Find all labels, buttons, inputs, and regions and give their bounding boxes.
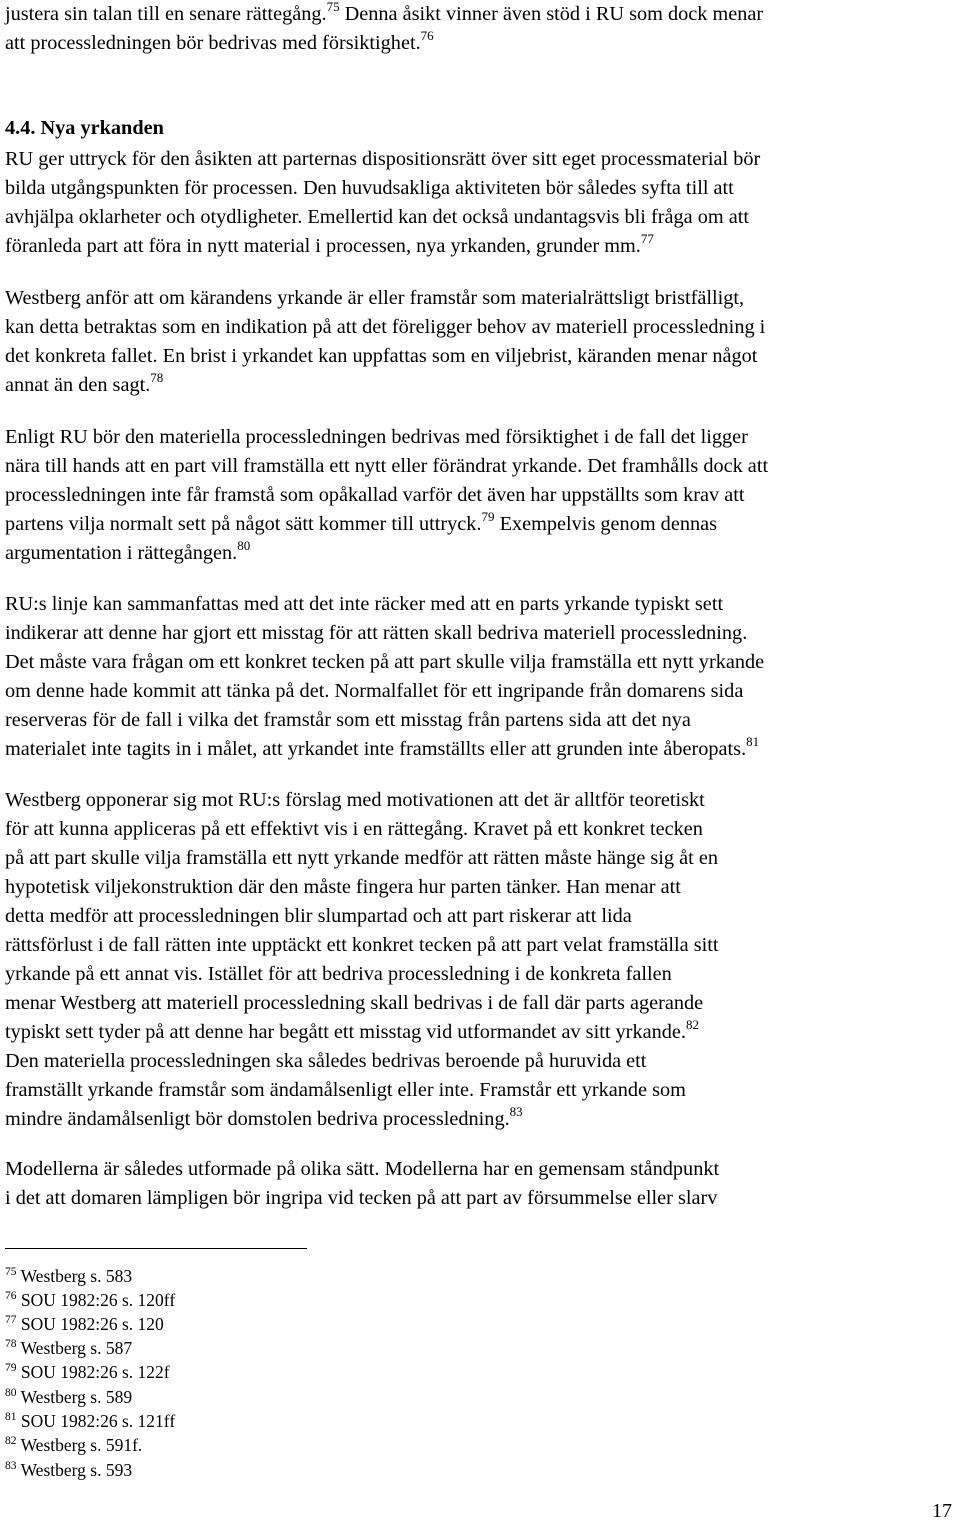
- footnote-ref[interactable]: 75: [326, 0, 340, 14]
- line-text: menar Westberg att materiell processledning skall bedrivas i de fall där parts agerande: [5, 992, 704, 1014]
- body-line: [5, 232, 654, 261]
- line-text: annat än den sagt.: [5, 374, 151, 396]
- body-line: [5, 1018, 699, 1047]
- footnote-text: Westberg s. 593: [20, 1460, 133, 1480]
- footnote-text: Westberg s. 591f.: [20, 1435, 143, 1455]
- body-line: [5, 342, 757, 371]
- line-text: indikerar att denne har gjort ett misstag för att rätten skall bedriva materiell processledning.: [5, 622, 748, 644]
- body-line: [5, 1076, 686, 1105]
- line-text: Westberg anför att om kärandens yrkande är eller framstår som materialrättsligt bristfälligt,: [5, 287, 745, 309]
- line-text: avhjälpa oklarheter och otydligheter. Emellertid kan det också undantagsvis bli fråga om att: [5, 206, 749, 228]
- body-line: [5, 931, 719, 960]
- footnote-text: SOU 1982:26 s. 120ff: [20, 1290, 176, 1310]
- footnote-text: Westberg s. 583: [20, 1266, 133, 1286]
- body-line: [5, 174, 734, 203]
- body-line: [5, 648, 764, 677]
- body-line: [5, 902, 632, 931]
- body-line: [5, 619, 747, 648]
- footnote: [5, 1385, 132, 1409]
- footnote-text: SOU 1982:26 s. 120: [20, 1314, 164, 1334]
- footnote-ref[interactable]: 77: [640, 231, 654, 246]
- line-text: att processledningen bör bedrivas med försiktighet.: [5, 32, 421, 54]
- body-line: [5, 786, 705, 815]
- body-line: [5, 481, 744, 510]
- line-text: Den materiella processledningen ska således bedrivas beroende på huruvida ett: [5, 1050, 647, 1072]
- footnote: [5, 1312, 164, 1336]
- footnote-text: SOU 1982:26 s. 121ff: [20, 1411, 176, 1431]
- line-text: Modellerna är således utformade på olika sätt. Modellerna har en gemensam ståndpunkt: [5, 1158, 720, 1180]
- body-line: [5, 706, 691, 735]
- line-text: RU:s linje kan sammanfattas med att det inte räcker med att en parts yrkande typiskt sett: [5, 593, 724, 615]
- footnote-number: 82: [5, 1435, 17, 1447]
- body-line: [5, 677, 743, 706]
- body-line: [5, 960, 672, 989]
- body-line: [5, 452, 768, 481]
- line-text: detta medför att processledningen blir slumpartad och att part riskerar att lida: [5, 905, 632, 927]
- body-line: [5, 510, 717, 539]
- line-text: Enligt RU bör den materiella processledningen bedrivas med försiktighet i de fall det ligger: [5, 426, 748, 448]
- footnote: [5, 1433, 142, 1457]
- footnote-text: Westberg s. 589: [20, 1387, 133, 1407]
- line-text: föranleda part att föra in nytt material i processen, nya yrkanden, grunder mm.: [5, 235, 641, 257]
- footnote-text: Westberg s. 587: [20, 1338, 133, 1358]
- body-line: [5, 815, 703, 844]
- body-line: [5, 313, 765, 342]
- line-text: Det måste vara frågan om ett konkret tecken på att part skulle vilja framställa ett nytt yrkande: [5, 651, 765, 673]
- footnote: [5, 1264, 132, 1288]
- line-text: argumentation i rättegången.: [5, 542, 238, 564]
- body-line: [5, 145, 760, 174]
- footnote-text: SOU 1982:26 s. 122f: [20, 1362, 170, 1382]
- line-text: partens vilja normalt sett på något sätt kommer till uttryck.: [5, 513, 482, 535]
- body-line: [5, 0, 763, 29]
- body-line: [5, 423, 748, 452]
- line-text: i det att domaren lämpligen bör ingripa vid tecken på att part av försummelse eller slarv: [5, 1187, 718, 1209]
- body-line: [5, 371, 163, 400]
- footnote-ref[interactable]: 83: [509, 1104, 523, 1119]
- footnote-ref[interactable]: 78: [150, 370, 164, 385]
- line-text: RU ger uttryck för den åsikten att parternas dispositionsrätt över sitt eget processmaterial bör: [5, 148, 761, 170]
- footnote-ref[interactable]: 81: [746, 734, 760, 749]
- line-text: på att part skulle vilja framställa ett nytt yrkande medför att rätten måste hänge sig åt en: [5, 847, 718, 869]
- line-text-after: Exempelvis genom dennas: [494, 513, 717, 535]
- line-text: processledningen inte får framstå som opåkallad varför det även har uppställts som krav att: [5, 484, 745, 506]
- line-text: för att kunna appliceras på ett effektivt vis i en rättegång. Kravet på ett konkret tecken: [5, 818, 703, 840]
- footnote: [5, 1360, 170, 1384]
- body-line: [5, 29, 434, 58]
- line-text: om denne hade kommit att tänka på det. Normalfallet för ett ingripande från domarens sida: [5, 680, 744, 702]
- line-text: mindre ändamålsenligt bör domstolen bedriva processledning.: [5, 1108, 510, 1130]
- line-text: hypotetisk viljekonstruktion där den måste fingera hur parten tänker. Han menar att: [5, 876, 681, 898]
- footnote-number: 76: [5, 1290, 17, 1302]
- body-line: [5, 844, 718, 873]
- body-line: [5, 284, 744, 313]
- footnote: [5, 1409, 175, 1433]
- line-text: Westberg opponerar sig mot RU:s förslag med motivationen att det är alltför teoretiskt: [5, 789, 705, 811]
- body-line: [5, 873, 681, 902]
- body-line: [5, 1155, 719, 1184]
- footnote-number: 83: [5, 1460, 17, 1472]
- footnote-number: 80: [5, 1387, 17, 1399]
- line-text: framställt yrkande framstår som ändamålsenligt eller inte. Framstår ett yrkande som: [5, 1079, 686, 1101]
- footnote-separator: [5, 1248, 307, 1249]
- line-text: reserveras för de fall i vilka det framstår som ett misstag från partens sida att det nya: [5, 709, 691, 731]
- footnote-ref[interactable]: 82: [685, 1017, 699, 1032]
- footnote-ref[interactable]: 80: [237, 538, 251, 553]
- line-text: rättsförlust i de fall rätten inte upptäckt ett konkret tecken på att part velat framställa sitt: [5, 934, 719, 956]
- line-text: justera sin talan till en senare rättegång.: [5, 3, 327, 25]
- footnote-number: 75: [5, 1266, 17, 1278]
- page-number: 17: [932, 1500, 952, 1522]
- footnote: [5, 1458, 132, 1482]
- body-line: [5, 1184, 717, 1213]
- body-line: [5, 203, 749, 232]
- footnote: [5, 1336, 132, 1360]
- heading-text: 4.4. Nya yrkanden: [5, 117, 164, 139]
- line-text-after: Denna åsikt vinner även stöd i RU som dock menar: [339, 3, 764, 25]
- body-line: [5, 590, 723, 619]
- line-text: yrkande på ett annat vis. Istället för att bedriva processledning i de konkreta fallen: [5, 963, 672, 985]
- footnote-number: 81: [5, 1411, 17, 1423]
- line-text: kan detta betraktas som en indikation på att det föreligger behov av materiell processledning i: [5, 316, 766, 338]
- line-text: nära till hands att en part vill framställa ett nytt eller förändrat yrkande. Det framhålls dock att: [5, 455, 769, 477]
- line-text: bilda utgångspunkten för processen. Den huvudsakliga aktiviteten bör således syfta till att: [5, 177, 734, 199]
- body-line: [5, 989, 703, 1018]
- footnote-number: 78: [5, 1338, 17, 1350]
- body-line: [5, 1105, 523, 1134]
- line-text: det konkreta fallet. En brist i yrkandet kan uppfattas som en viljebrist, käranden menar något: [5, 345, 758, 367]
- body-line: [5, 735, 759, 764]
- footnote: [5, 1288, 175, 1312]
- footnote-ref[interactable]: 79: [481, 509, 495, 524]
- line-text: typiskt sett tyder på att denne har begått ett misstag vid utformandet av sitt yrkande.: [5, 1021, 686, 1043]
- footnote-number: 77: [5, 1314, 17, 1326]
- section-heading: [5, 114, 164, 143]
- body-line: [5, 539, 250, 568]
- line-text: materialet inte tagits in i målet, att yrkandet inte framställts eller att grunden inte åberopats.: [5, 738, 747, 760]
- body-line: [5, 1047, 646, 1076]
- footnote-ref[interactable]: 76: [420, 28, 434, 43]
- footnote-number: 79: [5, 1362, 17, 1374]
